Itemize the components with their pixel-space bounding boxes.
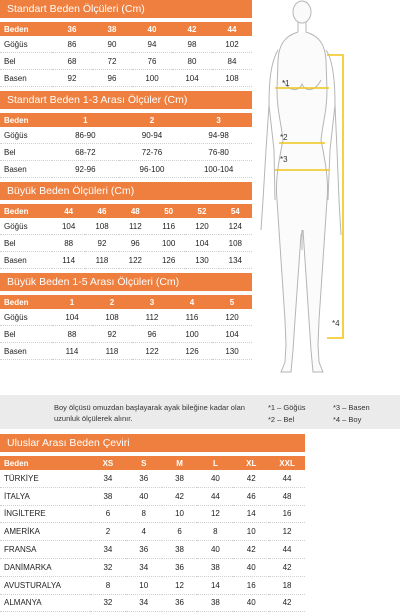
size-header: 4 xyxy=(172,295,212,309)
table-cell: 100 xyxy=(172,326,212,343)
table-cell: 122 xyxy=(119,252,152,269)
table-header-row xyxy=(0,456,305,470)
marker-waist: *2 xyxy=(280,133,288,142)
table-cell: 32 xyxy=(90,558,126,576)
table-cell: 6 xyxy=(162,523,198,541)
table-cell: 34 xyxy=(126,594,162,612)
table-cell: 34 xyxy=(126,558,162,576)
table-cell: 104 xyxy=(172,70,212,87)
size-header: XL xyxy=(233,456,269,470)
table-cell: 38 xyxy=(90,487,126,505)
table-row xyxy=(0,505,305,523)
table-cell: 36 xyxy=(162,594,198,612)
table-row xyxy=(0,161,252,178)
table-cell: 12 xyxy=(162,576,198,594)
section-title: Standart Beden 1-3 Arası Ölçüler (Cm) xyxy=(0,91,252,109)
table-cell: 80 xyxy=(172,53,212,70)
table-cell: 108 xyxy=(219,235,252,252)
table-cell: 102 xyxy=(212,36,252,53)
country-label: DANİMARKA xyxy=(0,558,90,576)
size-header: 52 xyxy=(185,204,218,218)
table-row xyxy=(0,53,252,70)
table-row xyxy=(0,144,252,161)
table-cell: 68-72 xyxy=(52,144,119,161)
table-cell: 100-104 xyxy=(185,161,252,178)
table-cell: 120 xyxy=(212,309,252,326)
size-header: 48 xyxy=(119,204,152,218)
country-label: FRANSA xyxy=(0,541,90,559)
table-cell: 116 xyxy=(152,218,185,235)
table-cell: 12 xyxy=(269,523,305,541)
key-height: *4 – Boy xyxy=(333,415,362,424)
table-cell: 104 xyxy=(185,235,218,252)
table-header-row xyxy=(0,22,252,36)
international-title: Uluslar Arası Beden Çeviri xyxy=(0,434,305,452)
header-label: Beden xyxy=(0,22,52,36)
row-label: Bel xyxy=(0,53,52,70)
table-cell: 40 xyxy=(197,541,233,559)
table-cell: 94-98 xyxy=(185,127,252,144)
table-cell: 96-100 xyxy=(119,161,186,178)
table-cell: 96 xyxy=(132,326,172,343)
country-label: İNGİLTERE xyxy=(0,505,90,523)
table-row xyxy=(0,541,305,559)
table-cell: 90 xyxy=(92,36,132,53)
size-header: 5 xyxy=(212,295,252,309)
table-cell: 40 xyxy=(233,558,269,576)
table-row xyxy=(0,252,252,269)
table-cell: 92 xyxy=(92,326,132,343)
table-row xyxy=(0,576,305,594)
size-header: 3 xyxy=(132,295,172,309)
marker-height: *4 xyxy=(332,319,340,328)
table-cell: 34 xyxy=(90,470,126,487)
table-cell: 38 xyxy=(197,558,233,576)
table-cell: 6 xyxy=(90,505,126,523)
table-header-row xyxy=(0,204,252,218)
size-header: 36 xyxy=(52,22,92,36)
size-header: 50 xyxy=(152,204,185,218)
table-cell: 40 xyxy=(126,487,162,505)
table-cell: 42 xyxy=(269,558,305,576)
table-cell: 42 xyxy=(269,594,305,612)
size-header: XS xyxy=(90,456,126,470)
table-cell: 4 xyxy=(126,523,162,541)
key-chest: *1 – Göğüs xyxy=(268,403,306,412)
table-cell: 84 xyxy=(212,53,252,70)
table-cell: 42 xyxy=(233,541,269,559)
table-cell: 44 xyxy=(197,487,233,505)
marker-chest: *1 xyxy=(282,79,290,88)
table-cell: 12 xyxy=(197,505,233,523)
table-cell: 114 xyxy=(52,343,92,360)
table-row xyxy=(0,235,252,252)
table-cell: 86-90 xyxy=(52,127,119,144)
row-label: Göğüs xyxy=(0,36,52,53)
table-cell: 8 xyxy=(197,523,233,541)
size-header: 40 xyxy=(132,22,172,36)
table-cell: 100 xyxy=(132,70,172,87)
country-label: İTALYA xyxy=(0,487,90,505)
table-cell: 108 xyxy=(92,309,132,326)
table-cell: 38 xyxy=(197,594,233,612)
table-cell: 68 xyxy=(52,53,92,70)
table-cell: 72 xyxy=(92,53,132,70)
table-cell: 114 xyxy=(52,252,85,269)
table-cell: 134 xyxy=(219,252,252,269)
size-header: 44 xyxy=(212,22,252,36)
table-cell: 118 xyxy=(85,252,118,269)
table-cell: 88 xyxy=(52,235,85,252)
table-cell: 126 xyxy=(152,252,185,269)
table-cell: 86 xyxy=(52,36,92,53)
header-label: Beden xyxy=(0,204,52,218)
table-cell: 104 xyxy=(52,309,92,326)
table-cell: 16 xyxy=(233,576,269,594)
header-label: Beden xyxy=(0,295,52,309)
table-cell: 40 xyxy=(197,470,233,487)
table-cell: 130 xyxy=(212,343,252,360)
size-header: L xyxy=(197,456,233,470)
table-cell: 42 xyxy=(233,470,269,487)
key-waist: *2 – Bel xyxy=(268,415,295,424)
row-label: Basen xyxy=(0,161,52,178)
size-table xyxy=(0,22,252,87)
key-hip: *3 – Basen xyxy=(333,403,370,412)
table-cell: 46 xyxy=(233,487,269,505)
table-cell: 36 xyxy=(126,470,162,487)
table-cell: 16 xyxy=(269,505,305,523)
table-cell: 96 xyxy=(119,235,152,252)
table-row xyxy=(0,127,252,144)
table-cell: 108 xyxy=(212,70,252,87)
table-cell: 88 xyxy=(52,326,92,343)
table-cell: 38 xyxy=(162,541,198,559)
table-cell: 36 xyxy=(126,541,162,559)
body-figure xyxy=(255,0,400,395)
table-cell: 130 xyxy=(185,252,218,269)
country-label: AMERİKA xyxy=(0,523,90,541)
row-label: Göğüs xyxy=(0,309,52,326)
table-cell: 92-96 xyxy=(52,161,119,178)
table-row xyxy=(0,326,252,343)
table-cell: 36 xyxy=(162,558,198,576)
table-cell: 126 xyxy=(172,343,212,360)
table-row xyxy=(0,70,252,87)
size-header: 3 xyxy=(185,113,252,127)
table-cell: 112 xyxy=(119,218,152,235)
table-cell: 90-94 xyxy=(119,127,186,144)
table-cell: 14 xyxy=(233,505,269,523)
country-label: ALMANYA xyxy=(0,594,90,612)
international-table xyxy=(0,456,305,612)
marker-hip: *3 xyxy=(280,155,288,164)
table-cell: 40 xyxy=(233,594,269,612)
country-label: TÜRKİYE xyxy=(0,470,90,487)
size-header: 1 xyxy=(52,113,119,127)
table-cell: 8 xyxy=(126,505,162,523)
table-cell: 72-76 xyxy=(119,144,186,161)
body-silhouette xyxy=(261,1,341,372)
table-cell: 48 xyxy=(269,487,305,505)
table-cell: 122 xyxy=(132,343,172,360)
size-header: 2 xyxy=(119,113,186,127)
table-row xyxy=(0,470,305,487)
table-cell: 108 xyxy=(85,218,118,235)
size-table xyxy=(0,113,252,178)
header-label: Beden xyxy=(0,113,52,127)
size-header: S xyxy=(126,456,162,470)
table-row xyxy=(0,36,252,53)
table-header-row xyxy=(0,113,252,127)
table-cell: 32 xyxy=(90,594,126,612)
table-cell: 96 xyxy=(92,70,132,87)
table-cell: 18 xyxy=(269,576,305,594)
row-label: Bel xyxy=(0,235,52,252)
section-title: Büyük Beden 1-5 Arası Ölçüleri (Cm) xyxy=(0,273,252,291)
size-header: 44 xyxy=(52,204,85,218)
row-label: Basen xyxy=(0,252,52,269)
size-header: 46 xyxy=(85,204,118,218)
table-cell: 38 xyxy=(162,470,198,487)
table-row xyxy=(0,309,252,326)
table-cell: 10 xyxy=(126,576,162,594)
table-cell: 44 xyxy=(269,470,305,487)
table-cell: 8 xyxy=(90,576,126,594)
table-row xyxy=(0,594,305,612)
section-title: Standart Beden Ölçüleri (Cm) xyxy=(0,0,252,18)
size-header: XXL xyxy=(269,456,305,470)
table-cell: 2 xyxy=(90,523,126,541)
table-cell: 44 xyxy=(269,541,305,559)
table-cell: 124 xyxy=(219,218,252,235)
table-cell: 118 xyxy=(92,343,132,360)
table-cell: 94 xyxy=(132,36,172,53)
table-cell: 120 xyxy=(185,218,218,235)
table-cell: 42 xyxy=(162,487,198,505)
size-charts xyxy=(0,0,252,364)
table-cell: 76 xyxy=(132,53,172,70)
table-row xyxy=(0,487,305,505)
row-label: Bel xyxy=(0,144,52,161)
table-cell: 92 xyxy=(85,235,118,252)
table-row xyxy=(0,558,305,576)
size-header: 2 xyxy=(92,295,132,309)
header-label: Beden xyxy=(0,456,90,470)
table-cell: 104 xyxy=(52,218,85,235)
row-label: Basen xyxy=(0,70,52,87)
size-header: 38 xyxy=(92,22,132,36)
row-label: Basen xyxy=(0,343,52,360)
size-header: 42 xyxy=(172,22,212,36)
table-row xyxy=(0,218,252,235)
table-row xyxy=(0,343,252,360)
row-label: Göğüs xyxy=(0,218,52,235)
table-cell: 98 xyxy=(172,36,212,53)
table-cell: 34 xyxy=(90,541,126,559)
table-cell: 76-80 xyxy=(185,144,252,161)
table-cell: 100 xyxy=(152,235,185,252)
note-text: Boy ölçüsü omuzdan başlayarak ayak bileğine kadar olan uzunluk ölçülerek alınır. xyxy=(54,403,245,423)
section-title: Büyük Beden Ölçüleri (Cm) xyxy=(0,182,252,200)
row-label: Bel xyxy=(0,326,52,343)
table-row xyxy=(0,523,305,541)
size-table xyxy=(0,204,252,269)
size-header: 1 xyxy=(52,295,92,309)
measurement-note xyxy=(0,395,400,429)
size-header: M xyxy=(162,456,198,470)
table-cell: 104 xyxy=(212,326,252,343)
international-size-chart xyxy=(0,434,305,612)
table-header-row xyxy=(0,295,252,309)
size-table xyxy=(0,295,252,360)
table-cell: 14 xyxy=(197,576,233,594)
table-cell: 116 xyxy=(172,309,212,326)
table-cell: 112 xyxy=(132,309,172,326)
table-cell: 92 xyxy=(52,70,92,87)
size-header: 54 xyxy=(219,204,252,218)
table-cell: 10 xyxy=(233,523,269,541)
country-label: AVUSTURALYA xyxy=(0,576,90,594)
table-cell: 10 xyxy=(162,505,198,523)
row-label: Göğüs xyxy=(0,127,52,144)
